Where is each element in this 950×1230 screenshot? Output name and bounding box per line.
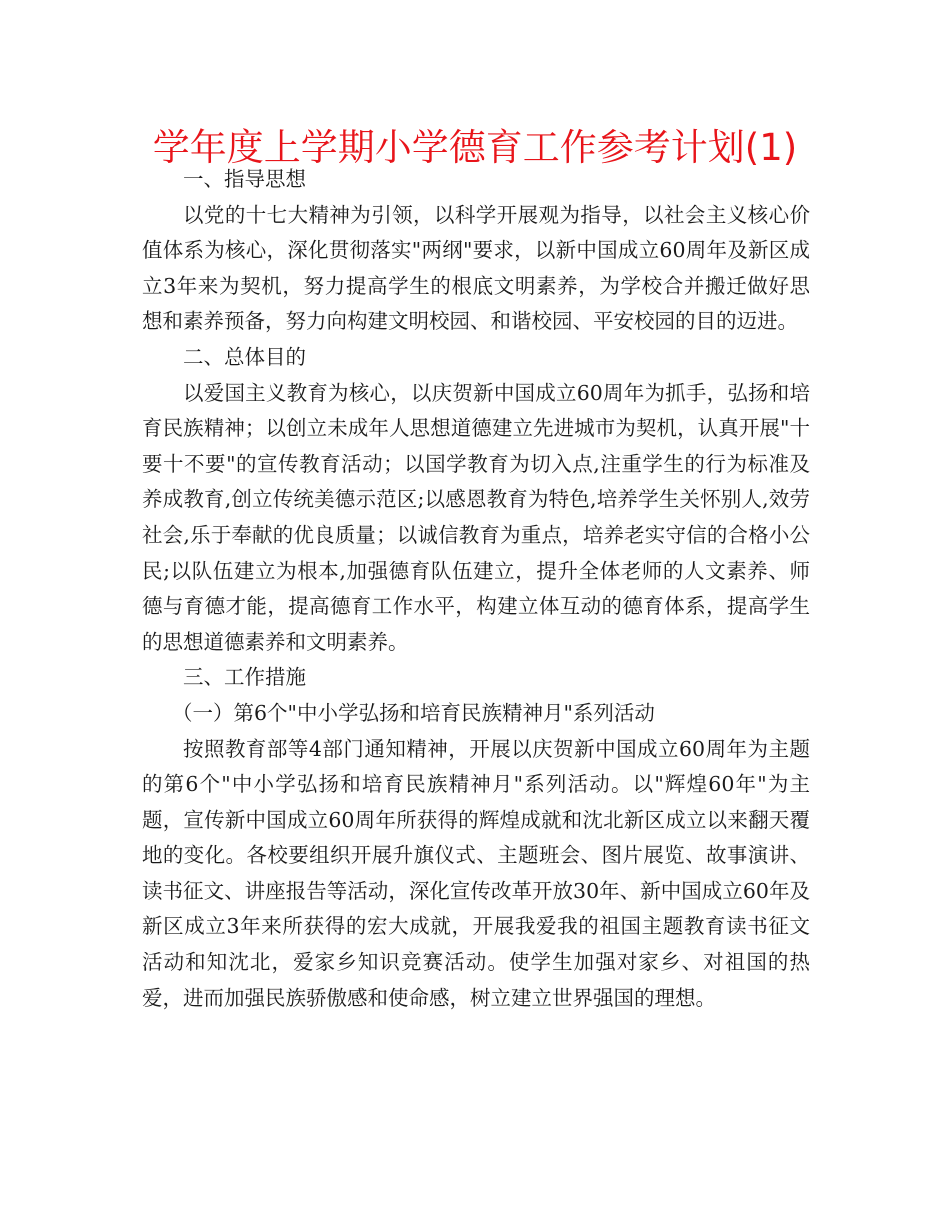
paragraph-overall-goal: 以爱国主义教育为核心，以庆贺新中国成立60周年为抓手，弘扬和培育民族精神；以创立未成年人思想道德建立先进城市为契机，认真开展"十要十不要"的宣传教育活动；以国学教育为切入点,注重学生的行为标准及养成教育,创立传统美德示范区;以感恩教育为特色,培养学生关怀别人,效劳社会,乐于奉献的优良质量；以诚信教育为重点，培养老实守信的合格小公民;以队伍建立为根本,加强德育队伍建立，提升全体老师的人文素养、师德与育德才能，提高德育工作水平，构建立体互动的德育体系，提高学生的思想道德素养和文明素养。 [142, 380, 810, 654]
document-title: 学年度上学期小学德育工作参考计划(1) [152, 126, 798, 169]
section-heading-work-measures: 三、工作措施 [183, 665, 306, 690]
paragraph-spirit-month: 按照教育部等4部门通知精神，开展以庆贺新中国成立60周年为主题的第6个"中小学弘扬和培育民族精神月"系列活动。以"辉煌60年"为主题，宣传新中国成立60周年所获得的辉煌成就和沈北新区成立以来翻天覆地的变化。各校要组织开展升旗仪式、主题班会、图片展览、故事演讲、读书征文、讲座报告等活动，深化宣传改革开放30年、新中国成立60年及新区成立3年来所获得的宏大成就，开展我爱我的祖国主题教育读书征文活动和知沈北，爱家乡知识竞赛活动。使学生加强对家乡、对祖国的热爱，进而加强民族骄傲感和使命感，树立建立世界强国的理想。 [142, 736, 810, 1010]
subsection-heading-spirit-month: （一）第6个"中小学弘扬和培育民族精神月"系列活动 [172, 700, 655, 725]
section-heading-overall-goal: 二、总体目的 [183, 344, 306, 369]
paragraph-guiding-ideology: 以党的十七大精神为引领，以科学开展观为指导，以社会主义核心价值体系为核心，深化贯彻落实"两纲"要求，以新中国成立60周年及新区成立3年来为契机，努力提高学生的根底文明素养，为学校合并搬迁做好思想和素养预备，努力向构建文明校园、和谐校园、平安校园的目的迈进。 [142, 202, 810, 334]
document-body [142, 162, 810, 1016]
section-heading-guiding-ideology: 一、指导思想 [183, 167, 306, 191]
